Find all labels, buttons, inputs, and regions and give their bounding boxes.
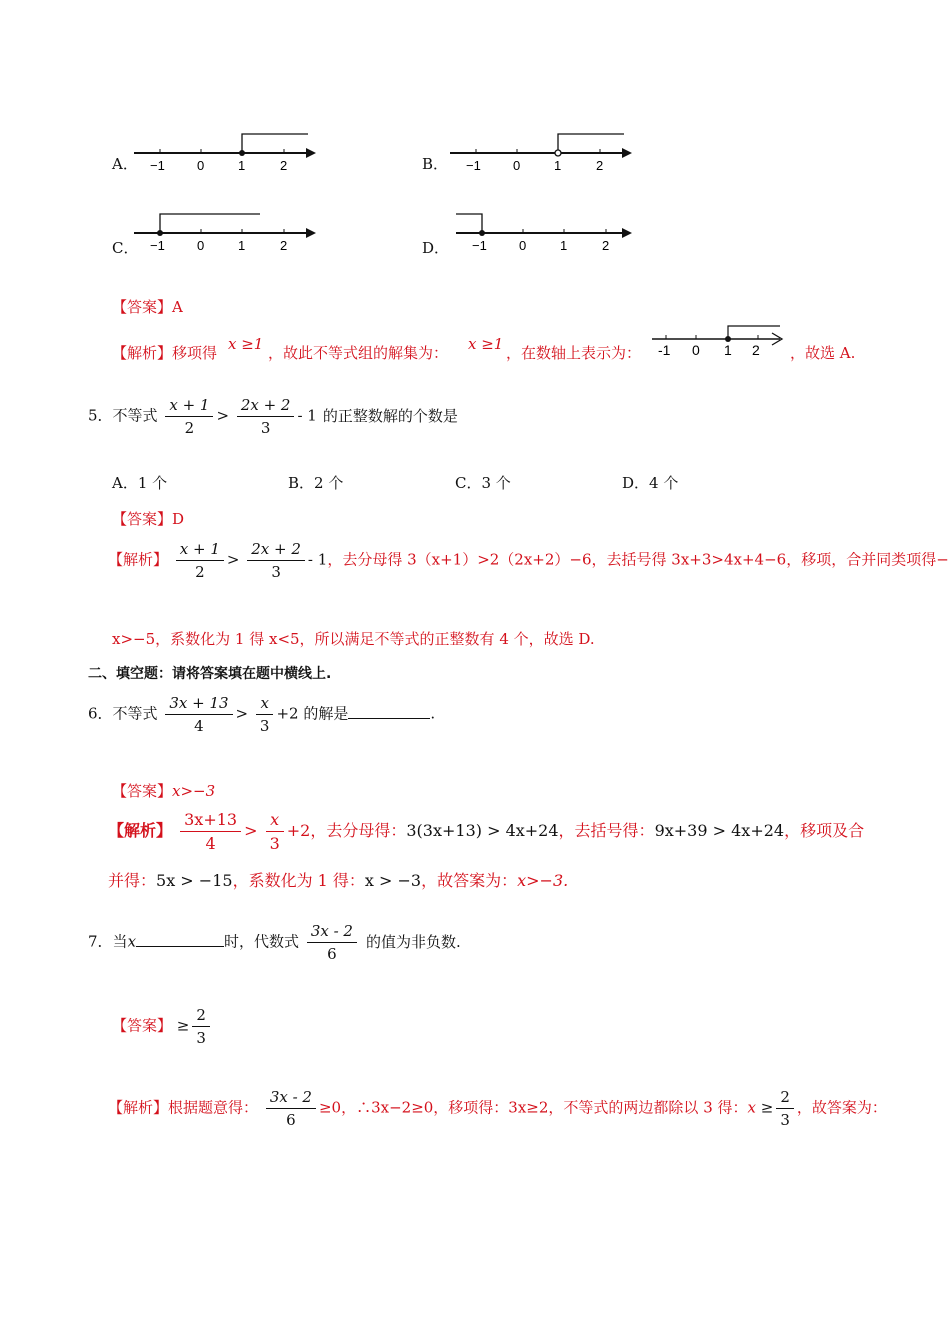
q6-answer <box>112 780 215 801</box>
tick-label: −1 <box>472 238 487 253</box>
answer-tag: 【答案】 <box>112 1016 173 1035</box>
q5-option-a: A．1 个 <box>112 474 168 492</box>
option-c-label: C． <box>112 239 139 257</box>
tick-label: −1 <box>150 238 165 253</box>
q6-question: 6．不等式 $\frac{3x + 13}{4}$ > $\frac{x}{3}$ +2 的解是 . <box>88 694 436 735</box>
q7-answer: 【答案】 ≥ $\frac{2}{3}$ <box>112 1006 213 1047</box>
q7-analysis: 【解析】根据题意得： $\frac{3x - 2}{6}$ ≥0，∴3x−2≥0，移项得：3x≥2，不等式的两边都除以 3 得：x ≥ $\frac{2}{3}$ ，故答案为： <box>108 1088 887 1129</box>
tick-label: 0 <box>692 342 700 358</box>
answer-value: x>−3 <box>172 782 216 800</box>
q5-option-b: B．2 个 <box>288 474 344 492</box>
tick-label: 2 <box>602 238 610 253</box>
number-line-option-b <box>444 128 634 176</box>
answer-blank <box>348 704 430 719</box>
tick-label: 1 <box>560 238 568 253</box>
q5-analysis: 【解析】 $\frac{x + 1}{2}$ > $\frac{2x + 2}{3}$ - 1，去分母得 3（x+1）>2（2x+2）−6，去括号得 3x+3>4x+4−6，移项，合并同类项得− <box>108 540 949 581</box>
number-line-option-a <box>128 128 318 176</box>
tick-label: 1 <box>554 158 562 173</box>
q4-analysis-text: ，故选 A. <box>790 344 856 362</box>
tick-label: 1 <box>238 158 246 173</box>
analysis-tag: 【解析】 <box>112 344 173 362</box>
q5-analysis-line2: x>−5，系数化为 1 得 x<5，所以满足不等式的正整数有 4 个，故选 D. <box>112 630 595 648</box>
answer-tag: 【答案】 <box>112 782 173 800</box>
tick-label: −1 <box>150 158 165 173</box>
option-b-label: B． <box>422 155 449 173</box>
option-d-label: D． <box>422 239 450 257</box>
tick-label: 2 <box>280 238 288 253</box>
q5-answer <box>112 508 184 529</box>
q4-answer <box>112 296 183 317</box>
q4-ineq-1: x ≥1 <box>228 335 264 353</box>
tick-label: 2 <box>596 158 604 173</box>
q6-analysis-line2: 并得：5x > −15，系数化为 1 得：x > −3，故答案为：x>−3. <box>108 871 569 890</box>
q4-analysis-text: ，故此不等式组的解集为： <box>268 344 449 362</box>
q4-analysis: 【解析】移项得 <box>112 344 218 362</box>
question-number: 7． <box>88 932 113 951</box>
section-title: 二、填空题：请将答案填在题中横线上. <box>88 666 332 682</box>
inline-number-line <box>648 322 790 358</box>
tick-label: -1 <box>658 342 671 358</box>
q4-analysis-text: ，在数轴上表示为： <box>506 344 642 362</box>
q6-analysis: 【解析】 $\frac{3x+13}{4}$ > $\frac{x}{3}$ +2，去分母得：3(3x+13) > 4x+24，去括号得：9x+39 > 4x+24，移项及合 <box>108 810 865 853</box>
q4-ineq-2: x ≥1 <box>468 335 504 353</box>
question-number: 5． <box>88 406 113 425</box>
tick-label: 1 <box>724 342 732 358</box>
tick-label: 0 <box>519 238 527 253</box>
tick-label: −1 <box>466 158 481 173</box>
number-line-option-d <box>450 208 640 256</box>
answer-tag: 【答案】 <box>112 298 173 316</box>
analysis-tag: 【解析】 <box>108 821 173 840</box>
q5-option-d: D．4 个 <box>622 474 679 492</box>
tick-label: 0 <box>197 238 205 253</box>
question-number: 6． <box>88 704 113 723</box>
analysis-tag: 【解析】 <box>108 1098 169 1117</box>
number-line-option-c <box>128 208 318 256</box>
q7-question: 7．当x 时，代数式 $\frac{3x - 2}{6}$ 的值为非负数. <box>88 922 461 963</box>
tick-label: 0 <box>513 158 521 173</box>
answer-blank <box>136 932 224 947</box>
analysis-tag: 【解析】 <box>108 550 169 569</box>
q5-option-c: C．3 个 <box>455 474 511 492</box>
tick-label: 0 <box>197 158 205 173</box>
tick-label: 2 <box>280 158 288 173</box>
q5-question: 5．不等式 $\frac{x + 1}{2}$ > $\frac{2x + 2}{3}$ - 1 的正整数解的个数是 <box>88 396 458 437</box>
answer-value: A <box>172 298 183 316</box>
answer-value: D <box>172 510 185 528</box>
option-a-label: A． <box>112 155 138 173</box>
answer-tag: 【答案】 <box>112 510 173 528</box>
tick-label: 1 <box>238 238 246 253</box>
tick-label: 2 <box>752 342 760 358</box>
